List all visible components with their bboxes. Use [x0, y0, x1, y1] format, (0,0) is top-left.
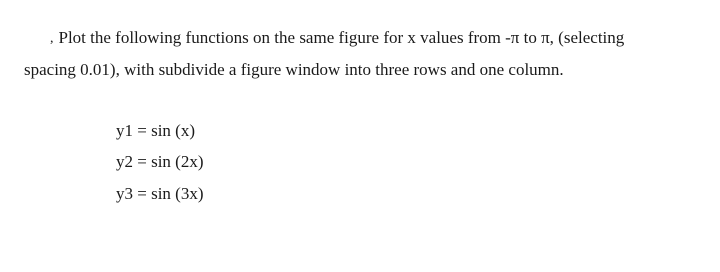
equation-y2: y2 = sin (2x)	[116, 152, 204, 171]
problem-text-line-1	[50, 28, 624, 50]
problem-text-line-2: spacing 0.01), with subdivide a figure window into three rows and one column.	[24, 60, 564, 79]
equation-y3: y3 = sin (3x)	[116, 184, 204, 203]
problem-line-1-text: Plot the following functions on the same figure for x values from -π to π, (selecting	[58, 28, 625, 47]
equation-y1: y1 = sin (x)	[116, 121, 195, 140]
bullet-mark: ,	[50, 31, 54, 46]
